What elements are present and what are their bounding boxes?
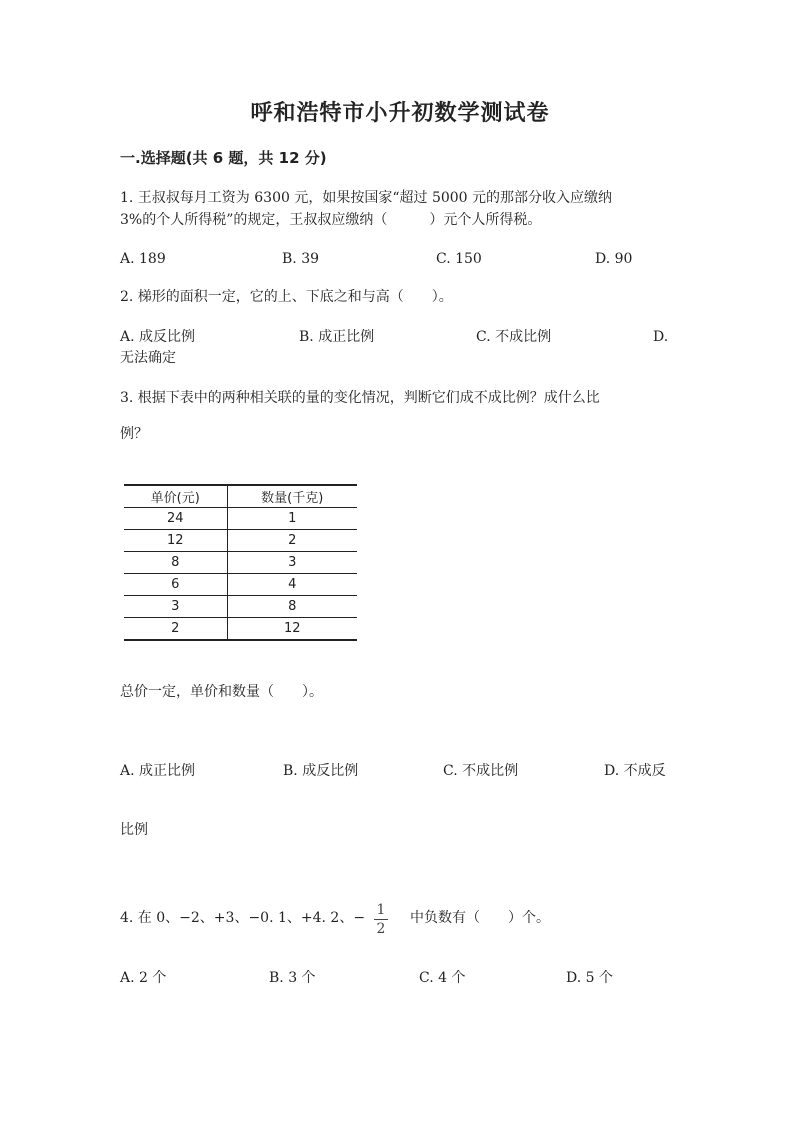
question-4-option-a: A. 2 个 (120, 970, 167, 986)
table-cell-quantity: 3 (288, 555, 297, 570)
question-3-option-a: A. 成正比例 (120, 763, 196, 779)
table-cell-price: 12 (124, 530, 227, 552)
question-4-option-b: B. 3 个 (269, 970, 316, 986)
question-1-line-1: 1. 王叔叔每月工资为 6300 元，如果按国家“超过 5000 元的那部分收入应缴纳 (120, 190, 613, 206)
question-4-text-after: 中负数有（ ）个。 (410, 910, 550, 926)
table-header-row (124, 485, 357, 508)
table-row (124, 552, 357, 574)
table-cell-price: 6 (124, 574, 227, 596)
fraction-bar (374, 919, 388, 920)
table-cell-quantity: 12 (283, 621, 301, 636)
table-row (124, 508, 357, 530)
question-2-option-d-continued: 无法确定 (120, 350, 176, 366)
question-3-option-c: C. 不成比例 (443, 763, 519, 779)
question-2-option-b: B. 成正比例 (299, 329, 375, 345)
question-1-option-c: C. 150 (436, 251, 482, 267)
question-1-option-b: B. 39 (282, 251, 320, 267)
table-cell-price: 2 (124, 618, 227, 641)
fraction-denominator: 2 (376, 921, 386, 937)
page-title: 呼和浩特市小升初数学测试卷 (250, 100, 550, 126)
fraction-one-half (374, 902, 388, 937)
question-3-prompt: 总价一定，单价和数量（ ）。 (120, 684, 323, 700)
question-4-option-c: C. 4 个 (419, 970, 466, 986)
table-header-quantity: 数量(千克) (261, 491, 324, 506)
section-heading: 一.选择题(共 6 题，共 12 分) (120, 149, 327, 167)
question-2-option-a: A. 成反比例 (120, 329, 196, 345)
question-2-option-c: C. 不成比例 (476, 329, 552, 345)
table-cell-price: 8 (124, 552, 227, 574)
table-row (124, 530, 357, 552)
question-3-option-d-continued: 比例 (120, 822, 148, 838)
table-header-unit-price: 单价(元) (124, 485, 227, 508)
price-quantity-table (124, 484, 357, 641)
table-cell-quantity: 8 (288, 599, 297, 614)
question-3-option-b: B. 成反比例 (283, 763, 359, 779)
question-1-option-a: A. 189 (120, 251, 166, 267)
table-row (124, 618, 357, 641)
question-4-option-d: D. 5 个 (566, 970, 613, 986)
table-cell-price: 3 (124, 596, 227, 618)
question-1-option-d: D. 90 (595, 251, 633, 267)
table-row (124, 574, 357, 596)
question-2-text: 2. 梯形的面积一定，它的上、下底之和与高（ ）。 (120, 289, 453, 305)
question-2-option-d: D. (653, 329, 669, 345)
fraction-numerator: 1 (376, 902, 386, 918)
question-1-line-2: 3%的个人所得税”的规定，王叔叔应缴纳（ ）元个人所得税。 (120, 212, 542, 228)
table-cell-price: 24 (124, 508, 227, 530)
question-3-line-1: 3. 根据下表中的两种相关联的量的变化情况，判断它们成不成比例？成什么比 (120, 390, 600, 406)
table-row (124, 596, 357, 618)
table-cell-quantity: 1 (288, 511, 297, 526)
question-3-line-2: 例？ (120, 426, 148, 442)
table-cell-quantity: 4 (288, 577, 297, 592)
question-3-option-d: D. 不成反 (604, 763, 666, 779)
table-cell-quantity: 2 (288, 533, 297, 548)
question-4-text-before: 4. 在 0、−2、+3、−0. 1、+4. 2、− (120, 910, 366, 926)
